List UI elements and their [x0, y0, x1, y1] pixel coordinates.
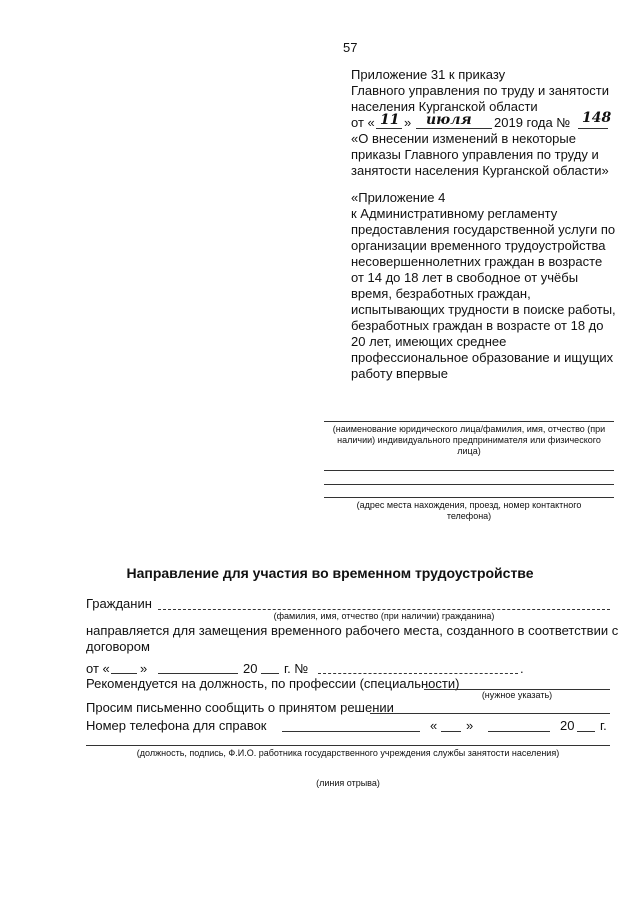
contract-dot: .: [520, 661, 524, 676]
recipient-address-line-2: [324, 484, 614, 485]
annex4-line-7: время, безработных граждан,: [351, 286, 531, 301]
annex4-line-3: предоставления государственной услуги по: [351, 222, 616, 237]
appendix-title-3: занятости населения Курганской области»: [351, 163, 609, 178]
phone-month-field[interactable]: [488, 731, 550, 732]
phone-day-field[interactable]: [441, 731, 461, 732]
annex4-line-4: организации временного трудоустройства: [351, 238, 606, 253]
appendix-title-1: «О внесении изменений в некоторые: [351, 131, 576, 146]
phone-year-prefix: 20: [560, 718, 575, 733]
annex4-line-11: профессиональное образование и ищущих: [351, 350, 614, 365]
annex4-line-9: безработных граждан в возрасте от 18 до: [351, 318, 604, 333]
signature-field[interactable]: [86, 745, 610, 746]
appendix-line-3: населения Курганской области: [351, 99, 538, 114]
page-number: 57: [343, 40, 358, 55]
sent-line-2: договором: [86, 639, 150, 654]
citizen-name-field[interactable]: [158, 609, 610, 610]
date-mid: »: [404, 115, 412, 130]
appendix-line-1: Приложение 31 к приказу: [351, 67, 506, 82]
contract-number-field[interactable]: [318, 673, 518, 674]
phone-year-field[interactable]: [577, 731, 595, 732]
contract-number-label: г. №: [284, 661, 309, 676]
annex4-line-8: испытывающих трудности в поиске работы,: [351, 302, 616, 317]
request-label: Просим письменно сообщить о принятом решении: [86, 700, 394, 715]
contract-day-field[interactable]: [111, 673, 137, 674]
citizen-label: Гражданин: [86, 596, 152, 611]
appendix-line-2: Главного управления по труду и занятости: [351, 83, 609, 98]
contract-year-prefix: 20: [243, 661, 258, 676]
contract-close-quote: »: [140, 661, 148, 676]
annex4-line-1: «Приложение 4: [351, 190, 446, 205]
cut-line-caption: (линия отрыва): [316, 778, 380, 788]
recipient-address-caption-1: (адрес места нахождения, проезд, номер контактного: [356, 500, 582, 510]
annex4-line-2: к Административному регламенту: [351, 206, 558, 221]
date-prefix: от «: [351, 115, 375, 130]
date-number-handwritten: 148: [582, 110, 612, 126]
phone-g: г.: [600, 718, 607, 733]
annex4-line-10: 20 лет, имеющих среднее: [351, 334, 507, 349]
date-month-handwritten: июля: [426, 112, 472, 128]
form-title: Направление для участия во временном трудоустройстве: [126, 565, 534, 581]
recipient-address-line-3: [324, 497, 614, 498]
date-day-underline: [376, 128, 402, 129]
citizen-caption: (фамилия, имя, отчество (при наличии) гражданина): [273, 611, 495, 621]
recommend-label: Рекомендуется на должность, по профессии (специальности): [86, 676, 460, 691]
contract-month-field[interactable]: [158, 673, 238, 674]
contract-from: от «: [86, 661, 110, 676]
appendix-title-2: приказы Главного управления по труду и: [351, 147, 599, 162]
annex4-line-5: несовершеннолетних граждан в возрасте: [351, 254, 603, 269]
annex4-line-6: от 14 до 18 лет в свободное от учёбы: [351, 270, 579, 285]
date-year-text: 2019 года №: [494, 115, 571, 130]
recipient-name-caption-3: лица): [457, 446, 481, 456]
recommend-caption: (нужное указать): [481, 690, 553, 700]
recipient-name-caption-1: (наименование юридического лица/фамилия, имя, отчество (при: [332, 424, 606, 434]
phone-date-open-quote: «: [430, 718, 438, 733]
sent-line-1: направляется для замещения временного рабочего места, созданного в соответствии с: [86, 623, 619, 638]
date-day-handwritten: 11: [380, 112, 400, 128]
annex4-line-12: работу впервые: [351, 366, 448, 381]
date-number-underline: [578, 128, 608, 129]
recipient-address-line-1: [324, 470, 614, 471]
phone-label: Номер телефона для справок: [86, 718, 267, 733]
phone-number-field[interactable]: [282, 731, 420, 732]
contract-year-field[interactable]: [261, 673, 279, 674]
request-field[interactable]: [370, 713, 610, 714]
recipient-name-line: [324, 421, 614, 422]
date-month-underline: [416, 128, 492, 129]
recipient-name-caption-2: наличии) индивидуального предпринимателя или физического: [337, 435, 601, 445]
recipient-address-caption-2: телефона): [446, 511, 492, 521]
signature-caption: (должность, подпись, Ф.И.О. работника государственного учреждения службы занятости населения): [136, 748, 560, 758]
phone-date-close-quote: »: [466, 718, 474, 733]
